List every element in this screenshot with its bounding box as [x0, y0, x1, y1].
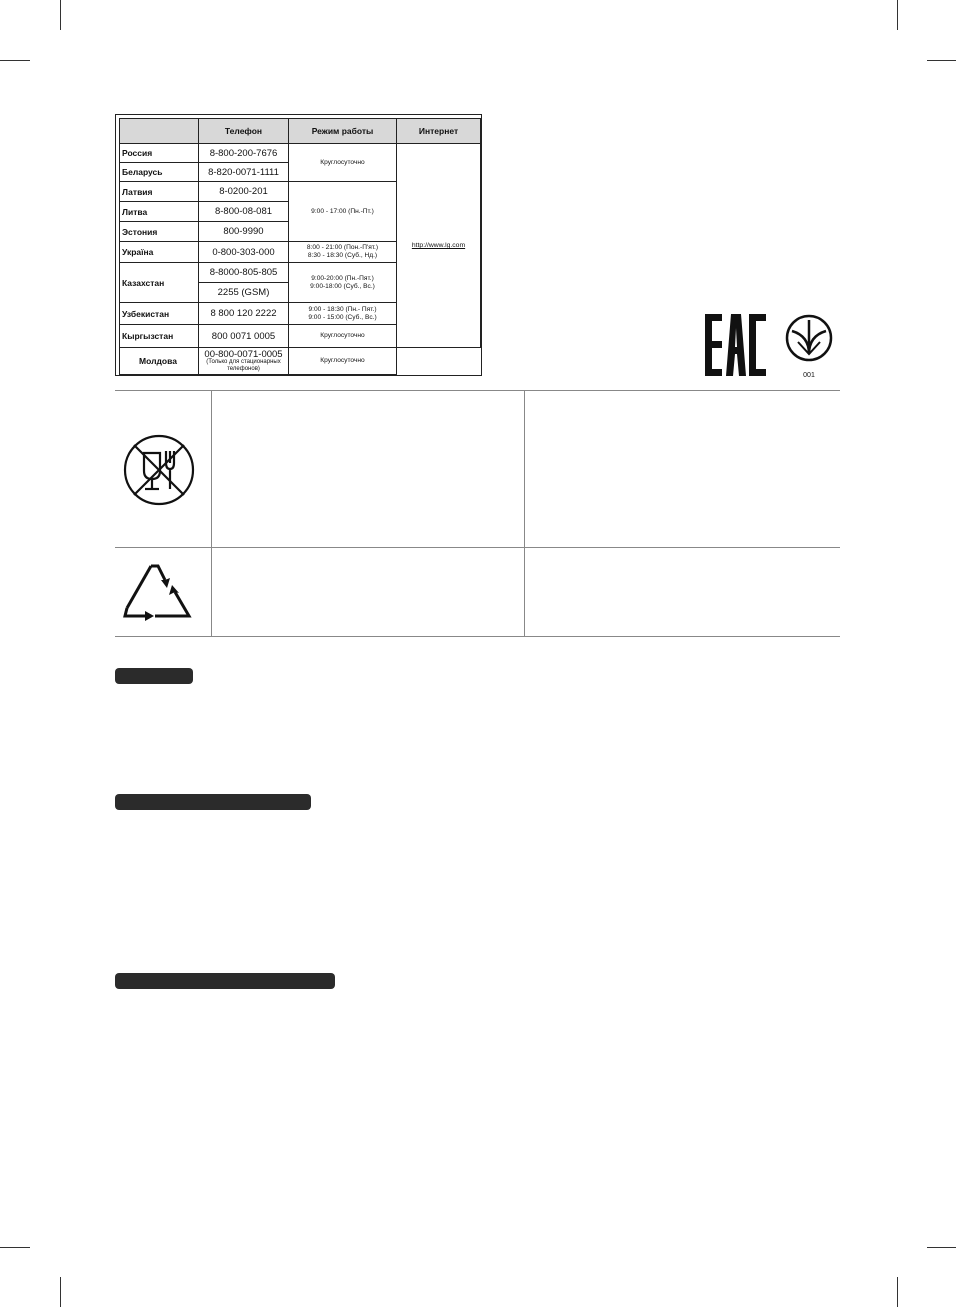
- crop-mark: [60, 0, 61, 30]
- phone-cell: 8-800-200-7676: [199, 144, 289, 163]
- crop-mark: [0, 1247, 30, 1248]
- crop-mark: [927, 60, 956, 61]
- phone-number: 00-800-0071-0005: [204, 348, 283, 360]
- phone-cell: 8-820-0071-1111: [199, 163, 289, 182]
- header-hours: Режим работы: [289, 119, 397, 144]
- table-border: [524, 390, 525, 637]
- section-heading-bar: [115, 794, 311, 810]
- phone-cell: 8-8000-805-805: [199, 263, 289, 283]
- hours-cell: Круглосуточно: [289, 348, 397, 375]
- table-header-row: [120, 119, 481, 144]
- crop-mark: [60, 1277, 61, 1307]
- phone-note: (Только для стационарных телефонов): [206, 359, 281, 372]
- hours-line: 9:00 - 18:30 (Пн.- Пят.): [308, 305, 377, 313]
- country-cell: Беларусь: [120, 163, 199, 182]
- phone-cell: 8-800-08-081: [199, 202, 289, 222]
- hours-line: 8:00 - 21:00 (Пон.-П'ят.): [306, 244, 379, 252]
- hours-line: 9:00 - 15:00 (Суб., Вс.): [308, 313, 377, 321]
- contacts-table-frame: [115, 114, 482, 376]
- website-link[interactable]: http://www.lg.com: [397, 144, 481, 348]
- not-food-contact-icon: [122, 433, 196, 507]
- header-phone: Телефон: [199, 119, 289, 144]
- country-cell: Молдова: [120, 348, 199, 375]
- table-border: [115, 636, 840, 637]
- crop-mark: [0, 60, 30, 61]
- country-cell: Узбекистан: [120, 303, 199, 325]
- hours-cell: Круглосуточно: [289, 144, 397, 182]
- country-cell: Литва: [120, 202, 199, 222]
- section-heading-bar: [115, 668, 193, 684]
- table-row: [120, 144, 481, 163]
- country-cell: Латвия: [120, 182, 199, 202]
- country-cell: Казахстан: [120, 263, 199, 303]
- phone-cell: 800 0071 0005: [199, 325, 289, 348]
- hours-cell: [289, 263, 397, 303]
- phone-cell: 8 800 120 2222: [199, 303, 289, 325]
- hours-line: 9:00-20:00 (Пн.-Пят.): [311, 274, 374, 282]
- country-cell: Россия: [120, 144, 199, 163]
- ukraine-conformity-mark-icon: [784, 314, 834, 380]
- phone-cell: 800-9990: [199, 222, 289, 242]
- ua-mark-code: 001: [803, 372, 815, 379]
- symbols-table: [115, 390, 840, 637]
- recycle-triangle-icon: [121, 558, 195, 626]
- country-cell: Кыргызстан: [120, 325, 199, 348]
- eac-logo-icon: [705, 314, 766, 376]
- hours-line: 9:00-18:00 (Суб., Вс.): [310, 282, 375, 290]
- country-cell: Эстония: [120, 222, 199, 242]
- phone-cell: 2255 (GSM): [199, 283, 289, 303]
- table-border: [115, 390, 840, 391]
- header-internet: Интернет: [397, 119, 481, 144]
- hours-cell: Круглосуточно: [289, 325, 397, 348]
- header-country: [120, 119, 199, 144]
- phone-cell: 0-800-303-000: [199, 242, 289, 263]
- crop-mark: [897, 1277, 898, 1307]
- phone-cell: [199, 348, 289, 375]
- hours-line: 8:30 - 18:30 (Суб., Нд.): [307, 252, 378, 259]
- table-row: [120, 348, 481, 375]
- hours-cell: 9:00 - 17:00 (Пн.-Пт.): [289, 182, 397, 242]
- table-border: [115, 547, 840, 548]
- contacts-table: [119, 118, 481, 375]
- crop-mark: [927, 1247, 956, 1248]
- table-border: [211, 390, 212, 637]
- hours-cell: [289, 303, 397, 325]
- hours-cell: [289, 242, 397, 263]
- crop-mark: [897, 0, 898, 30]
- phone-cell: 8-0200-201: [199, 182, 289, 202]
- section-heading-bar: [115, 973, 335, 989]
- country-cell: Україна: [120, 242, 199, 263]
